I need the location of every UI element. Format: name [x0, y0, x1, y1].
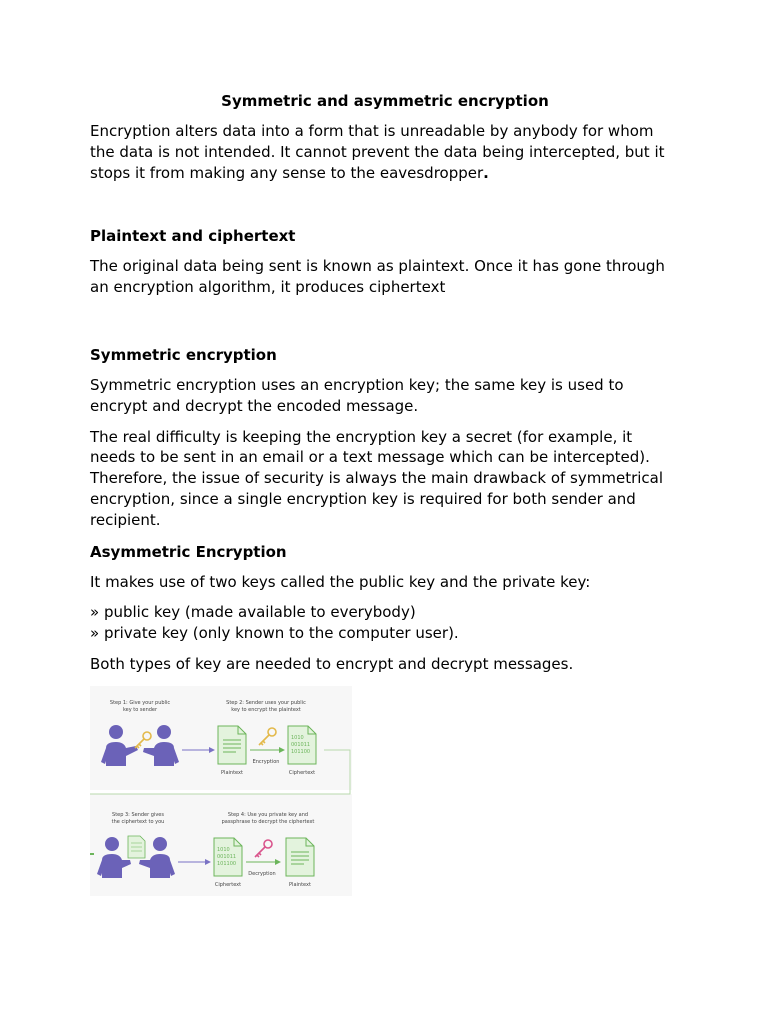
plaintext-label-bottom: Plaintext — [289, 882, 311, 888]
document-title: Symmetric and asymmetric encryption — [221, 92, 549, 110]
ciphertext-binary-top-2: 001011 — [291, 742, 311, 748]
asymmetric-closing: Both types of key are needed to encrypt and decrypt messages. — [90, 654, 574, 673]
ciphertext-label-bottom: Ciphertext — [214, 882, 242, 888]
plaintext-document-icon — [218, 726, 246, 764]
key-list — [90, 602, 680, 644]
list-item-public-key: » public key (made available to everybody) — [90, 603, 416, 622]
asymmetric-heading: Asymmetric Encryption — [90, 542, 287, 561]
document-page — [90, 90, 680, 685]
intro-period: . — [483, 163, 489, 182]
step1-caption-line1: Step 1: Give your public — [109, 700, 171, 706]
step3-caption-line2: the ciphertext to you — [111, 819, 165, 825]
step4-caption-line1: Step 4: Use you private key and — [227, 812, 309, 818]
step1-caption-line2: key to sender — [122, 707, 158, 713]
ciphertext-handoff-icon — [128, 836, 145, 858]
intro-paragraph — [90, 121, 680, 183]
ciphertext-binary-bottom-3: 101100 — [217, 861, 237, 867]
ciphertext-document-icon — [288, 726, 316, 764]
step2-caption-line1: Step 2: Sender uses your public — [226, 700, 306, 706]
ciphertext-binary-top-1: 1010 — [291, 735, 304, 741]
symmetric-paragraph-1: Symmetric encryption uses an encryption key; the same key is used to encrypt and decrypt the encoded message. — [90, 375, 624, 415]
ciphertext-document-bottom-icon — [214, 838, 242, 876]
asymmetric-paragraph: It makes use of two keys called the public key and the private key: — [90, 572, 591, 591]
intro-text: Encryption alters data into a form that is unreadable by anybody for whom the data is not intended. It cannot prevent the data being intercepted, but it stops it from making any sense to the eavesdropper — [90, 122, 665, 182]
step2-caption-line2: key to encrypt the plaintext — [231, 707, 301, 713]
plaintext-heading: Plaintext and ciphertext — [90, 227, 296, 246]
decryption-label: Decryption — [248, 871, 276, 877]
symmetric-paragraph-2: The real difficulty is keeping the encryption key a secret (for example, it needs to be sent in an email or a text message which can be intercepted). Therefore, the issue of security is always the main drawback of symmetrical encryption, since a single encryption key is required for both sender and recipient. — [90, 427, 664, 529]
plaintext-document-bottom-icon — [286, 838, 314, 876]
step4-caption-line2: passphrase to decrypt the ciphertext — [221, 819, 315, 825]
ciphertext-binary-top-3: 101100 — [291, 749, 311, 755]
encryption-label: Encryption — [252, 759, 280, 765]
symmetric-heading: Symmetric encryption — [90, 345, 277, 364]
ciphertext-binary-bottom-1: 1010 — [217, 847, 230, 853]
plaintext-label-top: Plaintext — [221, 770, 243, 776]
step3-caption-line1: Step 3: Sender gives — [112, 812, 164, 818]
ciphertext-label-top: Ciphertext — [288, 770, 316, 776]
ciphertext-binary-bottom-2: 001011 — [217, 854, 237, 860]
asymmetric-encryption-diagram — [90, 686, 352, 896]
list-item-private-key: » private key (only known to the computer user). — [90, 624, 459, 643]
plaintext-paragraph: The original data being sent is known as plaintext. Once it has gone through an encryption algorithm, it produces ciphertext — [90, 257, 665, 297]
